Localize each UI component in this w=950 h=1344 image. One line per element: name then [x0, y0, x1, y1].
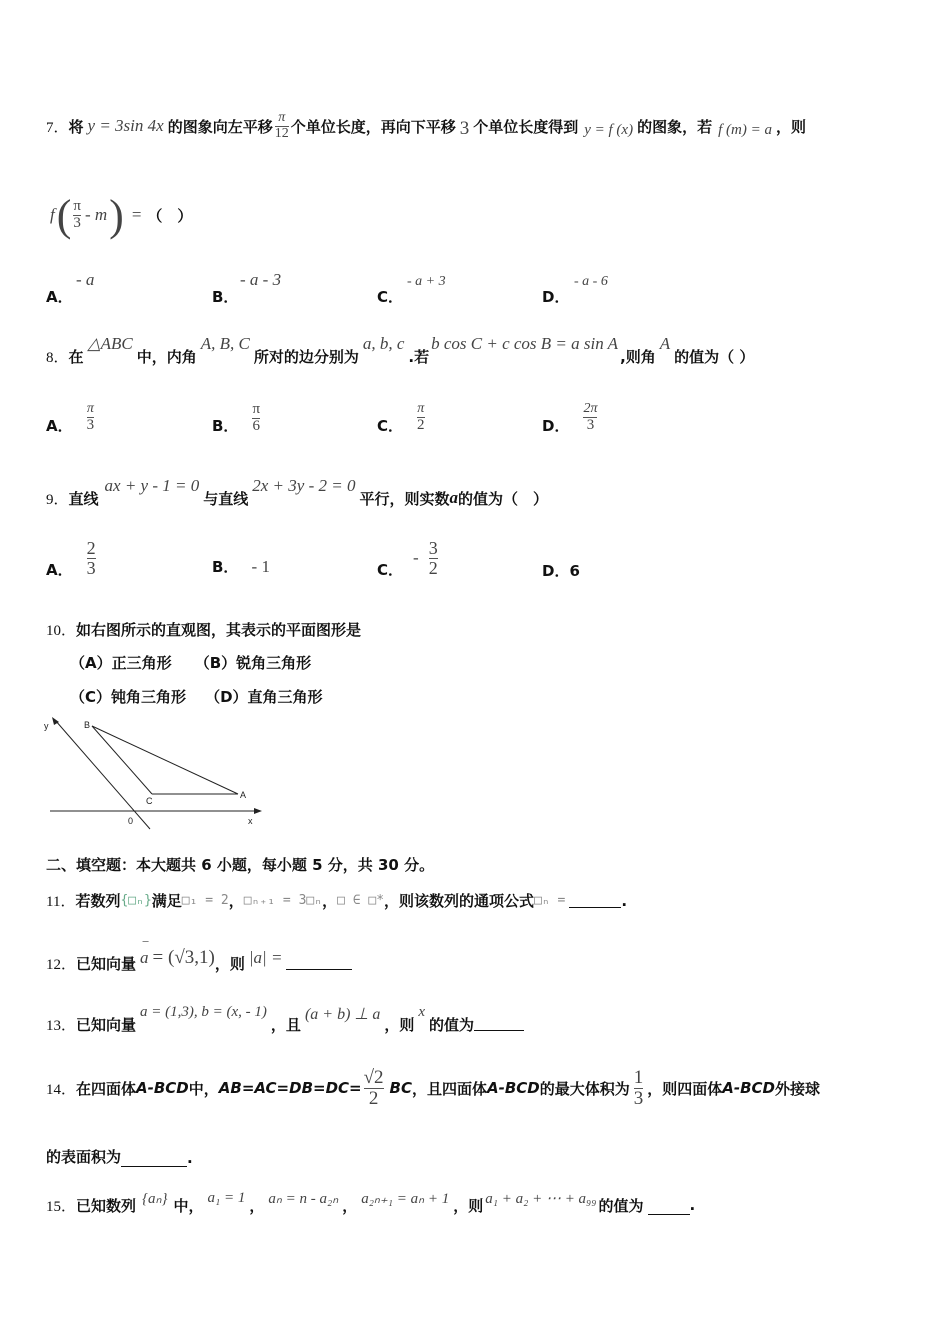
q8-option-d[interactable]: D． $\frac{2\pi}{3}$: [542, 401, 598, 435]
q8-option-b[interactable]: B． $\frac{\pi}{6}$: [212, 400, 261, 435]
q14-number: 14．: [46, 1081, 77, 1098]
q8-option-a[interactable]: A． $\frac{\pi}{3}$: [46, 401, 95, 435]
side-ba: [92, 726, 238, 794]
q9-line: 9． 直线 ax + y - 1 = 0 与直线 2x + 3y - 2 = 0 平行，则实数 a 的值为（ ）: [46, 476, 548, 508]
label-a: A: [240, 790, 247, 800]
q12-number: 12．: [46, 956, 77, 973]
section-2-heading: 二、填空题：本大题共 6 小题，每小题 5 分，共 30 分。: [46, 856, 435, 874]
q9-option-d[interactable]: D．6: [542, 562, 580, 580]
q7-line1: 7． 将 y = 3sin 4x 的图象向左平移 $\frac{\pi}{12}$ 个单位长度，再向下平移 3 个单位长度得到 y = f (x) 的图象，若 f (m) = a ，则: [46, 109, 806, 141]
q13-answer-blank[interactable]: [474, 1004, 524, 1031]
q10-figure: [40, 712, 270, 832]
q15-line: 15． 已知数列 {aₙ} 中， a₁ = 1 ， aₙ = n - a₂ₙ ， a₂ₙ₊₁ = aₙ + 1 ，则 a₁ + a₂ + ⋯ + a₉₉ 的值为 .: [46, 1189, 696, 1215]
q7-expression: f ( $\frac{\pi}{3}$ - m ) = （ ）: [50, 190, 193, 240]
q10-option-a[interactable]: （A）正三角形: [70, 654, 172, 672]
q15-number: 15．: [46, 1198, 77, 1215]
q10-options-row1: [70, 652, 311, 673]
side-bc: [92, 726, 152, 794]
q10-option-c[interactable]: （C）钝角三角形: [70, 688, 187, 706]
q11-number: 11．: [46, 894, 76, 910]
q14-line1: 14． 在四面体 A-BCD 中， AB=AC=DB=DC= $\frac{√2}{2}$ BC ，且四面体 A-BCD 的最大体积为 $\frac{1}{3}$ ，则四面体 A-BCD 外接球: [46, 1066, 821, 1109]
q15-answer-blank[interactable]: [648, 1196, 690, 1215]
q9-option-c[interactable]: C． - $\frac{3}{2}$: [377, 537, 438, 579]
q8-number: 8．: [46, 350, 69, 366]
q12-answer-blank[interactable]: [286, 947, 352, 970]
q14-answer-blank[interactable]: [121, 1150, 187, 1167]
q9-option-a[interactable]: A． $\frac{2}{3}$: [46, 537, 96, 579]
q14-line2: 的表面积为 .: [46, 1148, 193, 1167]
q10-stem: 10．如右图所示的直观图，其表示的平面图形是: [46, 621, 362, 639]
label-o: 0: [128, 816, 134, 826]
label-y: y: [44, 721, 49, 731]
q7-number: 7．: [46, 119, 69, 136]
q7-function: y = 3sin 4x: [87, 116, 164, 135]
q13-line: 13． 已知向量 a = (1,3), b = (x, - 1) ，且 (a + b) ⊥ a ，则 x 的值为: [46, 1004, 524, 1040]
q11-answer-blank[interactable]: [569, 893, 621, 908]
q9-option-b[interactable]: B． - 1: [212, 557, 270, 576]
y-axis: [55, 720, 150, 829]
label-c: C: [146, 796, 153, 806]
label-x: x: [248, 816, 253, 826]
q8-line: 8． 在 △ABC 中，内角 A, B, C 所对的边分别为 a, b, c .若 b cos C + c cos B = a sin A ,则角 A 的值为（ ）: [46, 334, 755, 366]
label-b: B: [84, 720, 91, 730]
q7-shift-fraction: $\frac{\pi}{12}$: [274, 109, 289, 141]
q8-option-c[interactable]: C． $\frac{\pi}{2}$: [377, 401, 425, 435]
q10-option-b[interactable]: （B）锐角三角形: [194, 654, 312, 672]
q9-number: 9．: [46, 492, 69, 508]
q10-options-row2: [70, 686, 323, 707]
q10-number: 10．: [46, 623, 77, 639]
q11-line: 11． 若数列 {□ₙ} 满足 □₁ = 2 ， □ₙ₊₁ = 3□ₙ ， □ ∈ □* ，则该数列的通项公式 □ₙ = .: [46, 891, 628, 910]
q13-number: 13．: [46, 1018, 77, 1034]
q10-option-d[interactable]: （D）直角三角形: [205, 688, 323, 706]
q12-line: 12． 已知向量 − a = (√3,1) ，则 |a| =: [46, 938, 352, 978]
x-axis-arrow: [254, 808, 262, 814]
